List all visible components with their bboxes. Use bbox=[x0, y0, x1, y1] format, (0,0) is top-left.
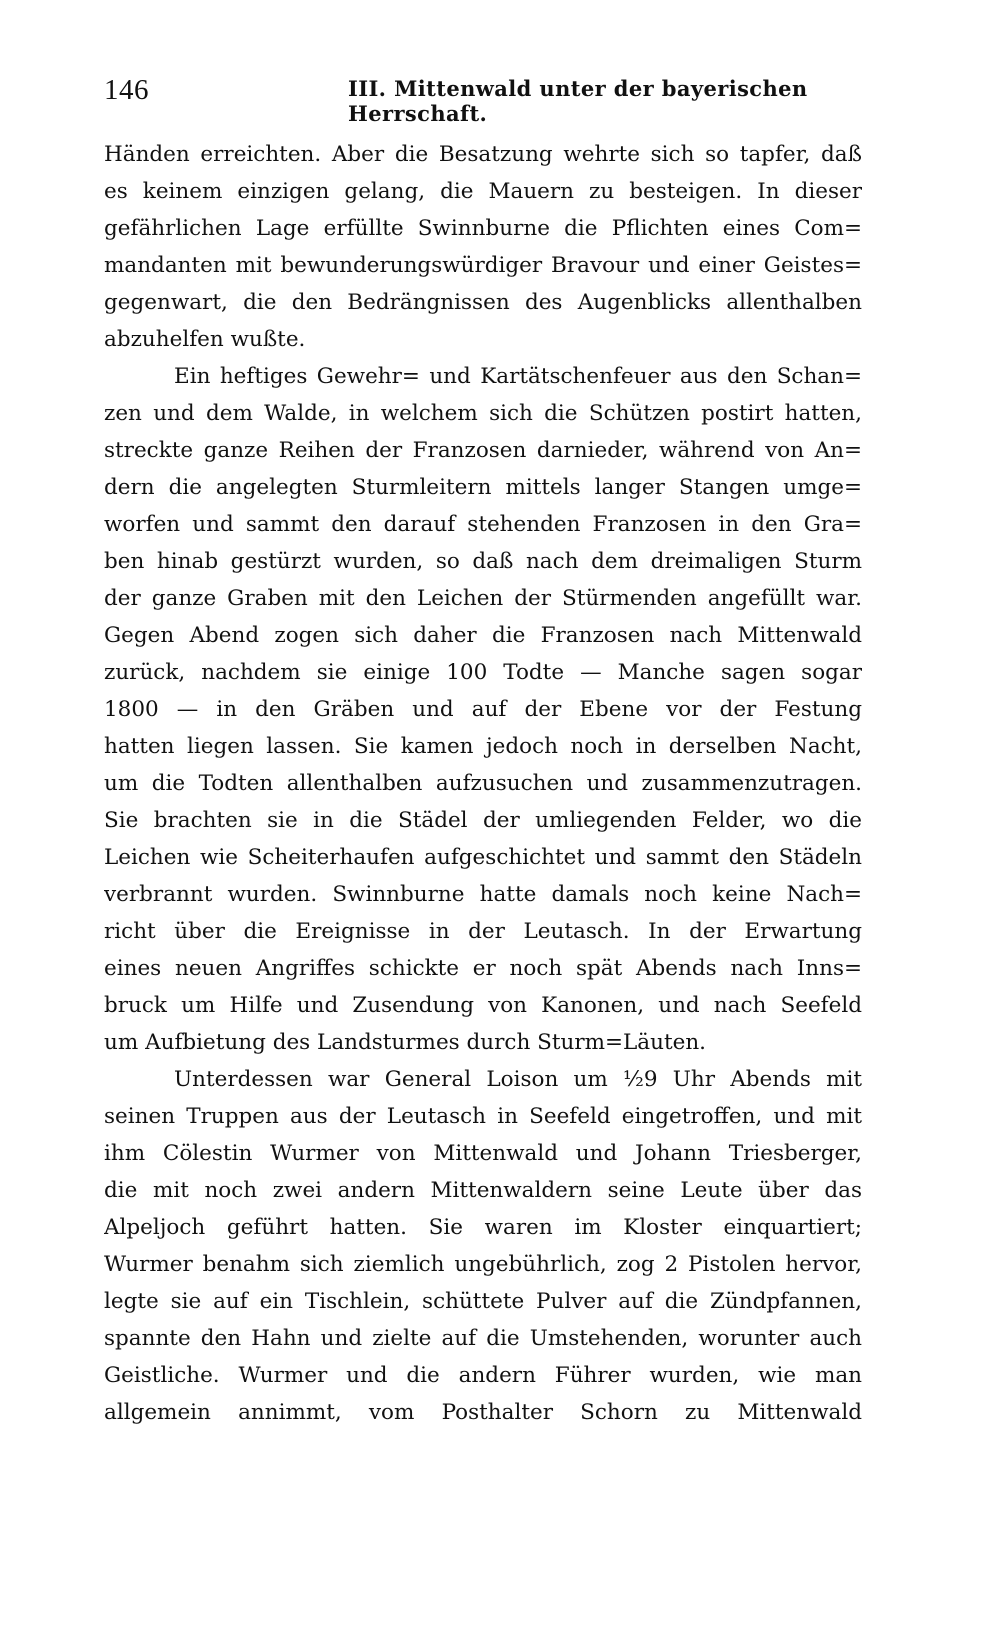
text-line: gefährlichen Lage erfüllte Swinnburne die Pflichten eines Com= bbox=[104, 216, 862, 241]
text-line: mandanten mit bewunderungswürdiger Bravour und einer Geistes= bbox=[104, 253, 862, 278]
text-line: verbrannt wurden. Swinnburne hatte damals noch keine Nach= bbox=[104, 882, 862, 907]
text-line: um die Todten allenthalben aufzusuchen und zusammenzutragen. bbox=[104, 771, 862, 796]
text-line: der ganze Graben mit den Leichen der Stürmenden angefüllt war. bbox=[104, 586, 862, 611]
text-line: ihm Cölestin Wurmer von Mittenwald und Johann Triesberger, bbox=[104, 1141, 862, 1166]
text-line: Sie brachten sie in die Städel der umliegenden Felder, wo die bbox=[104, 808, 862, 833]
text-line: zurück, nachdem sie einige 100 Todte — Manche sagen sogar bbox=[104, 660, 862, 685]
running-head bbox=[100, 74, 870, 126]
text-line: um Aufbietung des Landsturmes durch Sturm=Läuten. bbox=[104, 1030, 707, 1055]
text-line: legte sie auf ein Tischlein, schüttete Pulver auf die Zündpfannen, bbox=[104, 1289, 862, 1314]
text-line: 1800 — in den Gräben und auf der Ebene vor der Festung bbox=[104, 697, 862, 722]
text-line: Händen erreichten. Aber die Besatzung wehrte sich so tapfer, daß bbox=[104, 142, 862, 167]
text-line: gegenwart, die den Bedrängnissen des Augenblicks allenthalben bbox=[104, 290, 862, 315]
text-line: seinen Truppen aus der Leutasch in Seefeld eingetroffen, und mit bbox=[104, 1104, 862, 1129]
text-line: Gegen Abend zogen sich daher die Franzosen nach Mittenwald bbox=[104, 623, 862, 648]
text-line: hatten liegen lassen. Sie kamen jedoch noch in derselben Nacht, bbox=[104, 734, 862, 759]
text-line: dern die angelegten Sturmleitern mittels langer Stangen umge= bbox=[104, 475, 862, 500]
text-line: die mit noch zwei andern Mittenwaldern seine Leute über das bbox=[104, 1178, 862, 1203]
text-line: Alpeljoch geführt hatten. Sie waren im Kloster einquartiert; bbox=[104, 1215, 862, 1240]
text-line: allgemein annimmt, vom Posthalter Schorn zu Mittenwald bbox=[104, 1400, 862, 1425]
text-line: zen und dem Walde, in welchem sich die Schützen postirt hatten, bbox=[104, 401, 862, 426]
text-line: es keinem einzigen gelang, die Mauern zu besteigen. In dieser bbox=[104, 179, 862, 204]
text-line: bruck um Hilfe und Zusendung von Kanonen, und nach Seefeld bbox=[104, 993, 862, 1018]
text-line: Ein heftiges Gewehr= und Kartätschenfeuer aus den Schan= bbox=[174, 364, 862, 389]
text-line: Wurmer benahm sich ziemlich ungebührlich, zog 2 Pistolen hervor, bbox=[104, 1252, 862, 1277]
running-title: III. Mittenwald unter der bayerischen Herrschaft. bbox=[348, 76, 808, 126]
text-line: spannte den Hahn und zielte auf die Umstehenden, worunter auch bbox=[104, 1326, 862, 1351]
text-line: ben hinab gestürzt wurden, so daß nach dem dreimaligen Sturm bbox=[104, 549, 862, 574]
text-line: worfen und sammt den darauf stehenden Franzosen in den Gra= bbox=[104, 512, 862, 537]
text-line: abzuhelfen wußte. bbox=[104, 327, 306, 352]
text-line: Leichen wie Scheiterhaufen aufgeschichtet und sammt den Städeln bbox=[104, 845, 862, 870]
text-line: streckte ganze Reihen der Franzosen darnieder, während von An= bbox=[104, 438, 862, 463]
body-text bbox=[104, 136, 862, 1431]
page-number: 146 bbox=[104, 74, 149, 106]
text-line: eines neuen Angriffes schickte er noch spät Abends nach Inns= bbox=[104, 956, 862, 981]
text-line: Unterdessen war General Loison um ½9 Uhr Abends mit bbox=[174, 1067, 862, 1092]
text-line: Geistliche. Wurmer und die andern Führer wurden, wie man bbox=[104, 1363, 862, 1388]
text-line: richt über die Ereignisse in der Leutasch. In der Erwartung bbox=[104, 919, 862, 944]
